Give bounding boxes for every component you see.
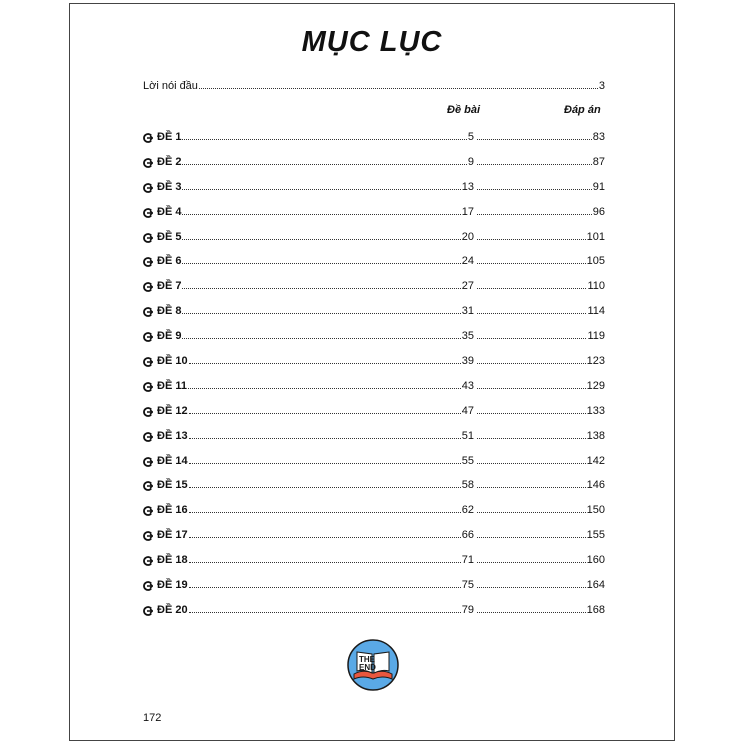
toc-entry-de-bai-page: 20 [461,230,474,243]
toc-entry-right [476,154,605,168]
circled-arrow-icon [143,332,153,342]
dot-leader [477,239,586,240]
toc-entry-right [476,129,605,143]
toc-entry-left [143,253,474,267]
toc-entry-row [143,248,605,273]
toc-entry-dap-an-page: 155 [586,529,605,542]
toc-entry-label: ĐỀ 14 [157,454,188,467]
dot-leader [477,537,586,538]
toc-entry-de-bai-page: 66 [461,529,474,542]
toc-entry-right [476,477,605,491]
toc-entry-right [476,204,605,218]
toc-entry-dap-an-page: 123 [586,355,605,368]
toc-entry-row [143,298,605,323]
circled-arrow-icon [143,407,153,417]
dot-leader [189,438,461,439]
open-book-icon [346,638,400,692]
toc-entry-dap-an-page: 133 [586,404,605,417]
toc-entry-row [143,472,605,497]
dot-leader [189,587,461,588]
toc-entry-right [476,229,605,243]
toc-entry-label: ĐỀ 16 [157,504,188,517]
toc-entry-right [476,303,605,317]
column-header-dap-an: Đáp án [564,104,601,116]
circled-arrow-icon [143,606,153,616]
toc-entry-dap-an-page: 138 [586,429,605,442]
toc-entry-dap-an-page: 168 [586,603,605,616]
toc-entry-dap-an-page: 119 [587,330,605,343]
toc-entry-left [143,577,474,591]
toc-entry-right [476,328,605,342]
column-header-de-bai: Đề bài [447,104,481,116]
toc-entry-de-bai-page: 71 [461,554,474,567]
toc-entry-de-bai-page: 62 [461,504,474,517]
dot-leader [477,438,586,439]
page-title: MỤC LỤC [301,26,443,58]
toc-entry-de-bai-page: 47 [461,404,474,417]
toc-entry-de-bai-page: 43 [461,379,474,392]
dot-leader [477,388,586,389]
toc-entry-left [143,179,474,193]
circled-arrow-icon [143,257,153,267]
dot-leader [477,413,586,414]
circled-arrow-icon [143,183,153,193]
toc-entry-label: ĐỀ 7 [157,280,182,293]
circled-arrow-icon [143,133,153,143]
toc-entry-left [143,328,474,342]
toc-entry-row [143,174,605,199]
toc-entry-right [476,527,605,541]
dot-leader [199,88,598,89]
dot-leader [477,214,592,215]
toc-entry-de-bai-page: 24 [461,255,474,268]
toc-entry-dap-an-page: 105 [586,255,605,268]
toc-entry-label: ĐỀ 13 [157,429,188,442]
dot-leader [188,388,461,389]
dot-leader [477,587,586,588]
toc-entry-right [476,552,605,566]
dot-leader [189,537,461,538]
dot-leader [477,288,586,289]
toc-entry-right [476,278,605,292]
toc-entry-label: ĐỀ 15 [157,479,188,492]
circled-arrow-icon [143,581,153,591]
toc-entry-de-bai-page: 27 [461,280,474,293]
toc-entry-row [143,423,605,448]
toc-entry-label: ĐỀ 20 [157,603,188,616]
toc-intro-row [143,78,605,92]
page-number: 172 [143,712,162,724]
dot-leader [182,239,460,240]
toc-entry-de-bai-page: 79 [461,603,474,616]
dot-leader [182,164,466,165]
circled-arrow-icon [143,307,153,317]
toc-entry-row [143,572,605,597]
toc-entry-row [143,124,605,149]
toc-entry-row [143,199,605,224]
toc-entry-label: ĐỀ 9 [157,330,182,343]
toc-entry-dap-an-page: 91 [592,180,605,193]
toc-entry-left [143,129,474,143]
toc-entry-left [143,204,474,218]
toc-entry-left [143,602,474,616]
toc-entry-left [143,229,474,243]
toc-entry-row [143,398,605,423]
toc-entry-label: ĐỀ 10 [157,355,188,368]
circled-arrow-icon [143,481,153,491]
circled-arrow-icon [143,158,153,168]
toc-entry-label: ĐỀ 6 [157,255,182,268]
logo-text-line2: END [359,663,376,672]
toc-entry-right [476,353,605,367]
toc-entry-left [143,453,474,467]
document-page [69,3,675,741]
intro-label: Lời nói đầu [143,80,198,92]
toc-entry-label: ĐỀ 12 [157,404,188,417]
toc-entry-left [143,527,474,541]
circled-arrow-icon [143,357,153,367]
toc-entry-dap-an-page: 96 [592,205,605,218]
toc-entry-label: ĐỀ 2 [157,155,182,168]
toc-entry-row [143,497,605,522]
circled-arrow-icon [143,233,153,243]
dot-leader [189,463,461,464]
dot-leader [477,363,586,364]
toc-entry-dap-an-page: 101 [586,230,605,243]
toc-entry-row [143,522,605,547]
toc-entry-left [143,552,474,566]
toc-entry-de-bai-page: 31 [461,305,474,318]
toc-entry-left [143,502,474,516]
toc-entry-row [143,547,605,572]
toc-entry-dap-an-page: 164 [586,579,605,592]
toc-entry-de-bai-page: 39 [461,355,474,368]
dot-leader [189,512,461,513]
dot-leader [189,612,461,613]
toc-entry-label: ĐỀ 4 [157,205,182,218]
toc-entry-label: ĐỀ 19 [157,579,188,592]
dot-leader [189,413,461,414]
toc-entry-left [143,278,474,292]
circled-arrow-icon [143,531,153,541]
dot-leader [477,612,586,613]
toc-entry-dap-an-page: 146 [586,479,605,492]
toc-entry-de-bai-page: 58 [461,479,474,492]
toc-entry-de-bai-page: 51 [461,429,474,442]
circled-arrow-icon [143,382,153,392]
toc-entry-row [143,273,605,298]
toc-entry-right [476,403,605,417]
toc-entry-left [143,477,474,491]
toc-entry-label: ĐỀ 18 [157,554,188,567]
dot-leader [182,288,460,289]
toc-entry-row [143,373,605,398]
dot-leader [189,562,461,563]
toc-entry-row [143,448,605,473]
toc-entry-label: ĐỀ 8 [157,305,182,318]
toc-entry-dap-an-page: 87 [592,155,605,168]
dot-leader [477,512,586,513]
dot-leader [182,139,466,140]
circled-arrow-icon [143,282,153,292]
dot-leader [477,338,586,339]
circled-arrow-icon [143,432,153,442]
dot-leader [477,164,592,165]
toc-entry-left [143,303,474,317]
toc-entry-de-bai-page: 17 [461,205,474,218]
toc-entry-right [476,428,605,442]
toc-entry-dap-an-page: 129 [586,379,605,392]
dot-leader [477,313,586,314]
toc-entry-de-bai-page: 5 [467,131,474,143]
toc-entry-row [143,348,605,373]
dot-leader [189,487,461,488]
toc-entry-label: ĐỀ 11 [157,379,187,392]
toc-entry-label: ĐỀ 5 [157,230,182,243]
dot-leader [189,363,461,364]
dot-leader [477,487,586,488]
dot-leader [182,263,460,264]
toc-entry-dap-an-page: 160 [586,554,605,567]
toc-entry-label: ĐỀ 1 [157,131,182,143]
dot-leader [182,214,460,215]
toc-entry-left [143,378,474,392]
toc-entry-label: ĐỀ 3 [157,180,182,193]
toc-entry-right [476,577,605,591]
toc-entry-left [143,154,474,168]
toc-entry-de-bai-page: 75 [461,579,474,592]
circled-arrow-icon [143,457,153,467]
toc-entry-right [476,253,605,267]
toc-entry-dap-an-page: 110 [587,280,605,293]
dot-leader [182,189,460,190]
toc-entry-de-bai-page: 9 [467,155,474,168]
dot-leader [182,313,460,314]
toc-entry-right [476,602,605,616]
toc-entry-de-bai-page: 13 [461,180,474,193]
circled-arrow-icon [143,506,153,516]
toc-entry-dap-an-page: 114 [587,305,605,318]
toc-entry-right [476,378,605,392]
toc-entry-de-bai-page: 35 [461,330,474,343]
dot-leader [477,189,592,190]
toc-entry-dap-an-page: 150 [586,504,605,517]
toc-entry-left [143,403,474,417]
toc-entry-row [143,323,605,348]
toc-entry-left [143,353,474,367]
toc-entry-right [476,453,605,467]
toc-entry-dap-an-page: 142 [586,454,605,467]
dot-leader [477,263,586,264]
the-end-logo [346,638,400,692]
toc-entry-row [143,224,605,249]
dot-leader [477,562,586,563]
circled-arrow-icon [143,208,153,218]
logo-text-line1: THE [359,655,375,664]
toc-entry-row [143,597,605,622]
circled-arrow-icon [143,556,153,566]
dot-leader [477,463,586,464]
intro-page-number: 3 [598,80,605,92]
toc-entry-row [143,149,605,174]
toc-entry-left [143,428,474,442]
dot-leader [477,139,592,140]
toc-entry-right [476,502,605,516]
toc-entry-right [476,179,605,193]
toc-entry-dap-an-page: 83 [592,131,605,143]
toc-entry-label: ĐỀ 17 [157,529,188,542]
toc-entry-de-bai-page: 55 [461,454,474,467]
dot-leader [182,338,460,339]
toc-list [143,124,605,622]
